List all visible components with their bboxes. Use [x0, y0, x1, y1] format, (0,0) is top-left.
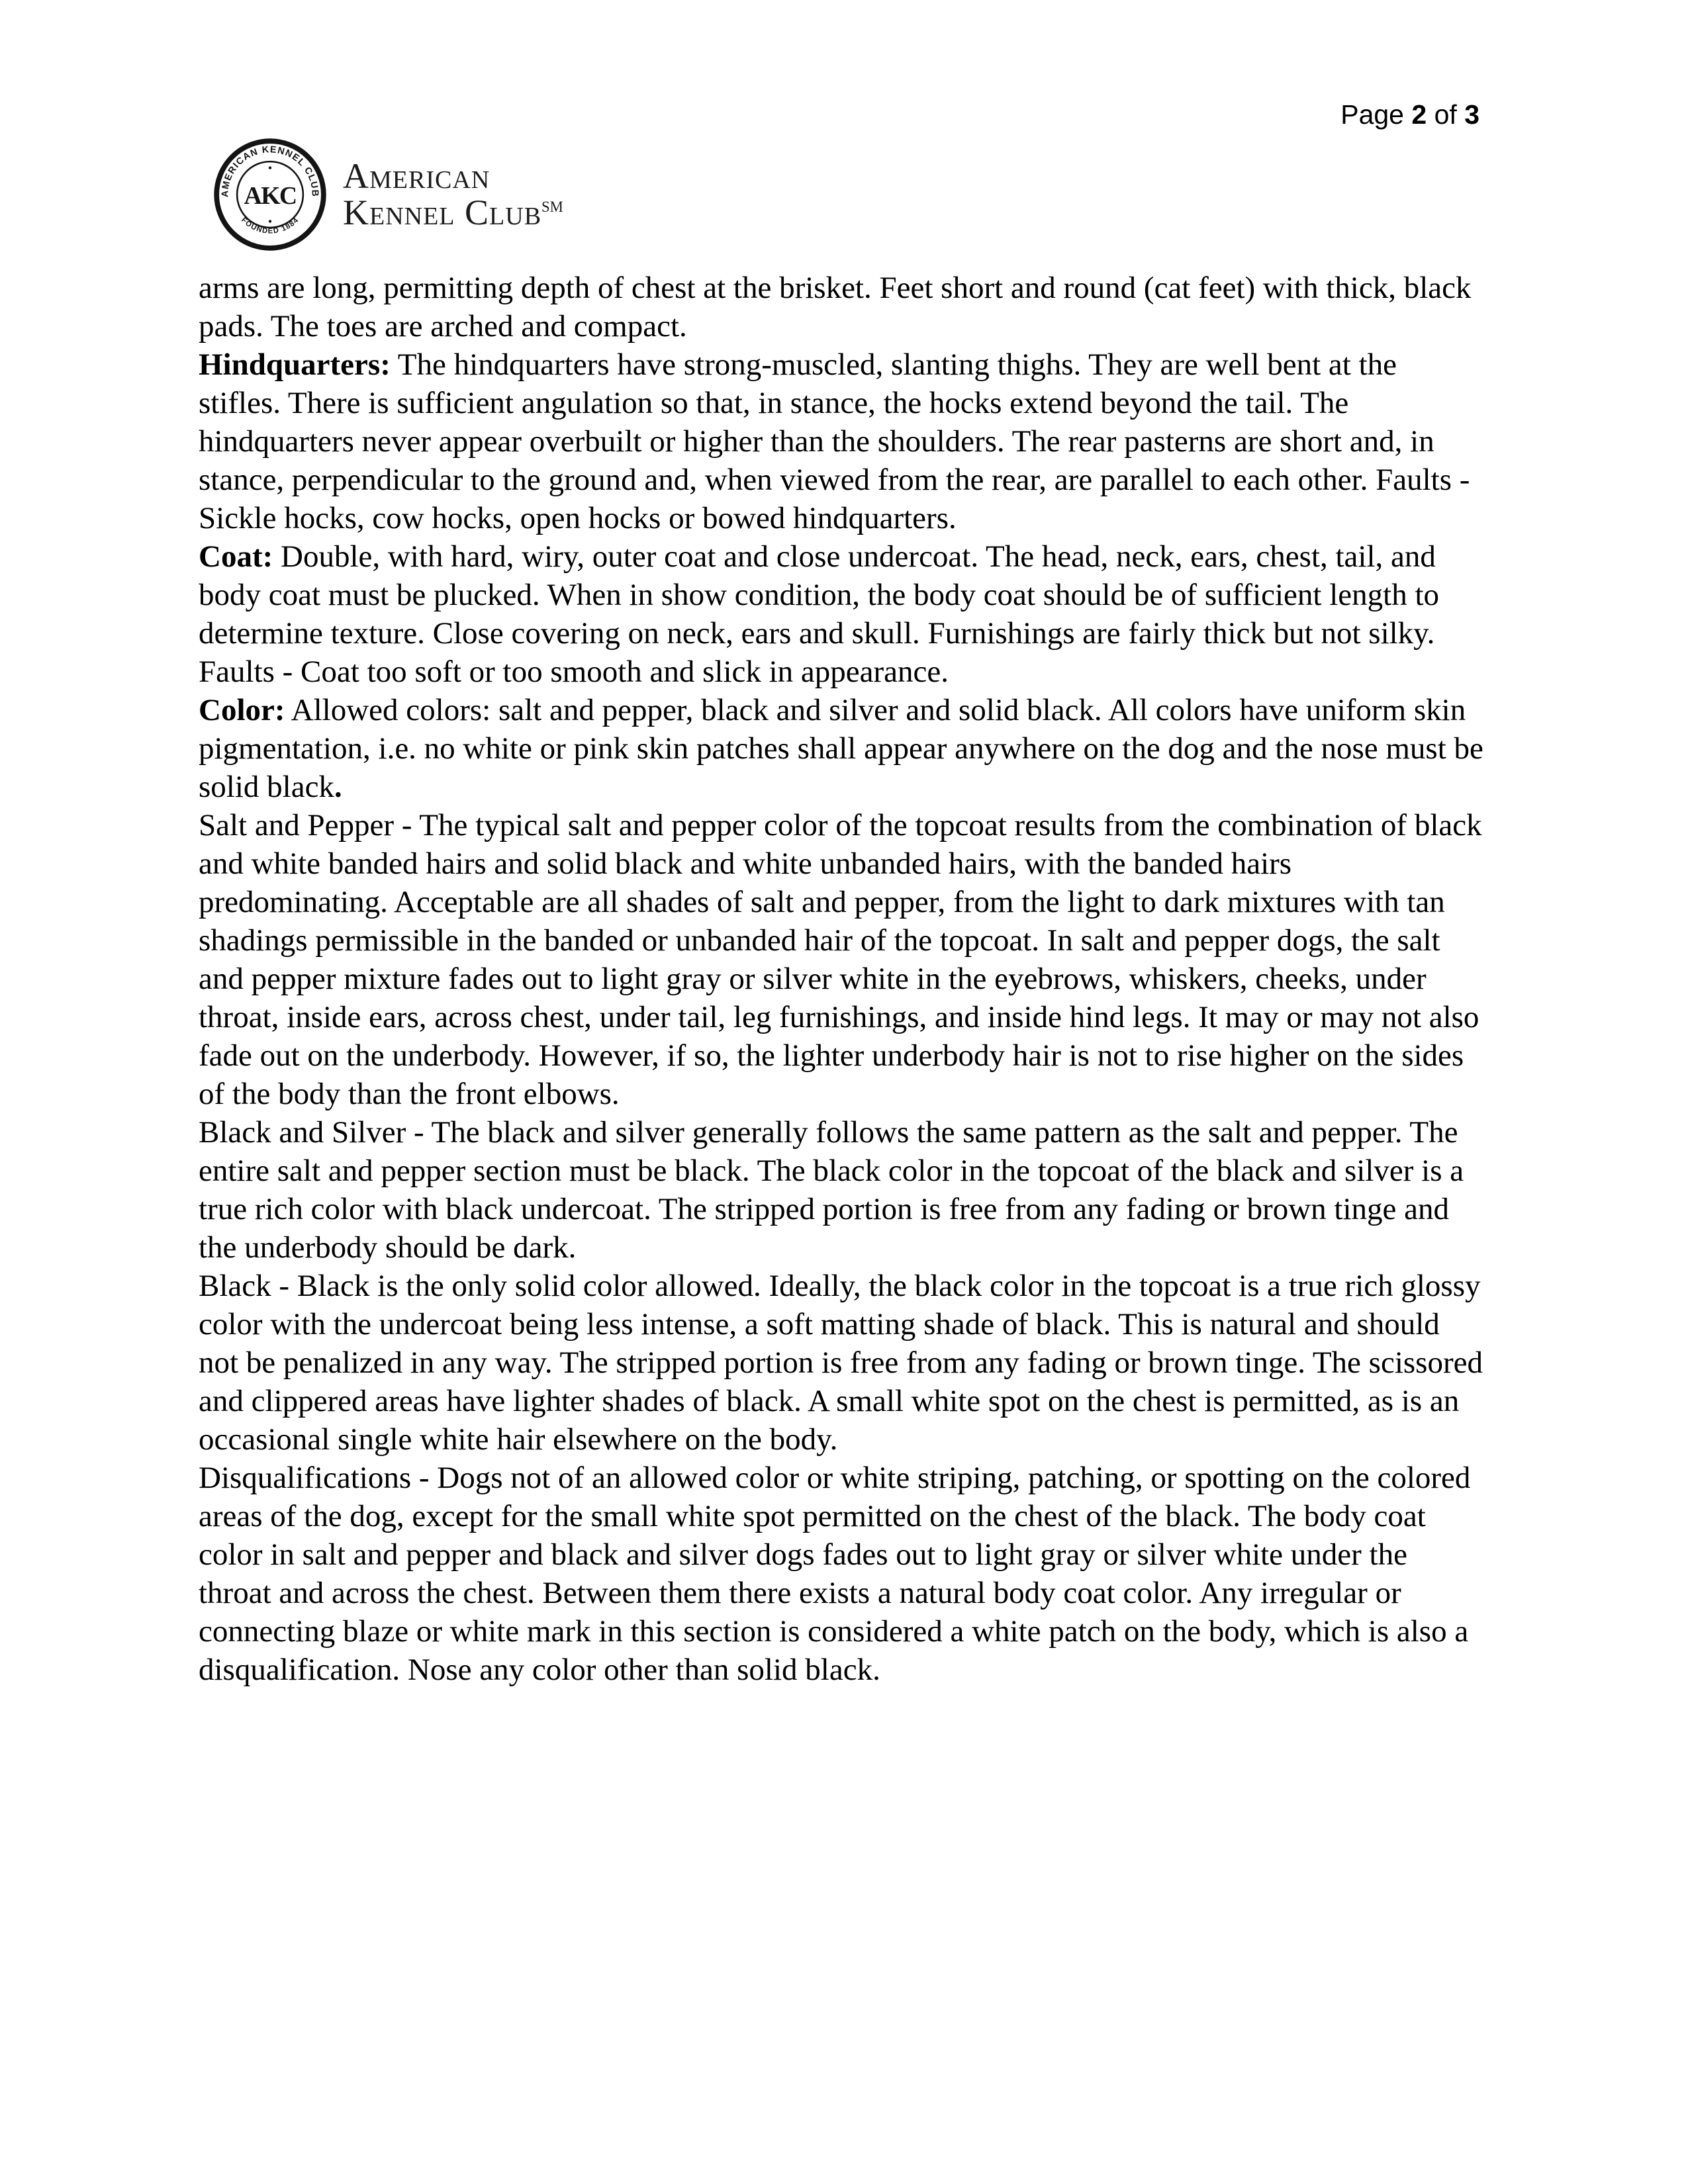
document-body: [199, 269, 1486, 1689]
paragraph-text: The hindquarters have strong-muscled, slanting thighs. They are well bent at the stifles. There is sufficient angulation so that, in stance, the hocks extend beyond the tail. The hindquarters never appear overbuilt or higher than the shoulders. The rear pasterns are short and, in stance, perpendicular to the ground and, when viewed from the rear, are parallel to each other. Faults - Sickle hocks, cow hocks, open hocks or bowed hindquarters.: [199, 347, 1470, 535]
paragraph-lead: Coat:: [199, 539, 273, 574]
paragraph: [199, 269, 1486, 345]
paragraph-text: Allowed colors: salt and pepper, black and silver and solid black. All colors have uniform skin pigmentation, i.e. no white or pink skin patches shall appear anywhere on the dog and the nose must be solid black: [199, 693, 1483, 804]
paragraph-text: Disqualifications - Dogs not of an allowed color or white striping, patching, or spotting on the colored areas of the dog, except for the small white spot permitted on the chest of the black. The body coat color in salt and pepper and black and silver dogs fades out to light gray or silver white under the throat and across the chest. Between them there exists a natural body coat color. Any irregular or connecting blaze or white mark in this section is considered a white patch on the body, which is also a disqualification. Nose any color other than solid black.: [199, 1461, 1471, 1687]
akc-logo: [213, 138, 563, 251]
paragraph: [199, 1113, 1486, 1267]
paragraph-text: arms are long, permitting depth of chest at the brisket. Feet short and round (cat feet) with thick, black pads. The toes are arched and compact.: [199, 271, 1472, 343]
paragraph-text: Salt and Pepper - The typical salt and pepper color of the topcoat results from the combination of black and white banded hairs and solid black and white unbanded hairs, with the banded hairs predominating. Acceptable are all shades of salt and pepper, from the light to dark mixtures with tan shadings permissible in the banded or unbanded hair of the topcoat. In salt and pepper dogs, the salt and pepper mixture fades out to light gray or silver white in the eyebrows, whiskers, cheeks, under throat, inside ears, across chest, under tail, leg furnishings, and inside hind legs. It may or may not also fade out on the underbody. However, if so, the lighter underbody hair is not to rise higher on the sides of the body than the front elbows.: [199, 808, 1482, 1111]
wordmark-line2: Kennel Club℠: [343, 193, 563, 232]
paragraph-bold-tail: .: [334, 770, 342, 804]
paragraph: [199, 806, 1486, 1113]
wordmark-line1: American: [343, 156, 491, 196]
page-number-current: 2: [1411, 99, 1427, 130]
paragraph: [199, 1267, 1486, 1459]
paragraph: [199, 691, 1486, 806]
service-mark: SM: [541, 199, 563, 215]
paragraph-text: Black and Silver - The black and silver generally follows the same pattern as the salt and pepper. The entire salt and pepper section must be black. The black color in the topcoat of the black and silver is a true rich color with black undercoat. The stripped portion is free from any fading or brown tinge and the underbody should be dark.: [199, 1115, 1464, 1265]
emblem-ring-bottom-text: FOUNDED 1884: [240, 216, 301, 236]
page-number-total: 3: [1464, 99, 1479, 130]
paragraph-text: Black - Black is the only solid color allowed. Ideally, the black color in the topcoat is a true rich glossy color with the undercoat being less intense, a soft matting shade of black. This is natural and should not be penalized in any way. The stripped portion is free from any fading or brown tinge. The scissored and clippered areas have lighter shades of black. A small white spot on the chest is permitted, as is an occasional single white hair elsewhere on the body.: [199, 1269, 1483, 1457]
emblem-ring-top-text: AMERICAN KENNEL CLUB: [220, 144, 320, 198]
page-number: [1340, 99, 1479, 130]
of-word: of: [1427, 99, 1465, 130]
paragraph-lead: Hindquarters:: [199, 347, 391, 382]
emblem-monogram: AKC: [244, 181, 297, 210]
paragraph: [199, 345, 1486, 537]
paragraph: [199, 537, 1486, 691]
akc-emblem-icon: [213, 138, 327, 251]
page-word: Page: [1340, 99, 1412, 130]
paragraph: [199, 1459, 1486, 1689]
akc-wordmark: [343, 158, 563, 231]
paragraph-text: Double, with hard, wiry, outer coat and close undercoat. The head, neck, ears, chest, tail, and body coat must be plucked. When in show condition, the body coat should be of sufficient length to determine texture. Close covering on neck, ears and skull. Furnishings are fairly thick but not silky. Faults - Coat too soft or too smooth and slick in appearance.: [199, 539, 1440, 689]
paragraph-lead: Color:: [199, 693, 285, 727]
